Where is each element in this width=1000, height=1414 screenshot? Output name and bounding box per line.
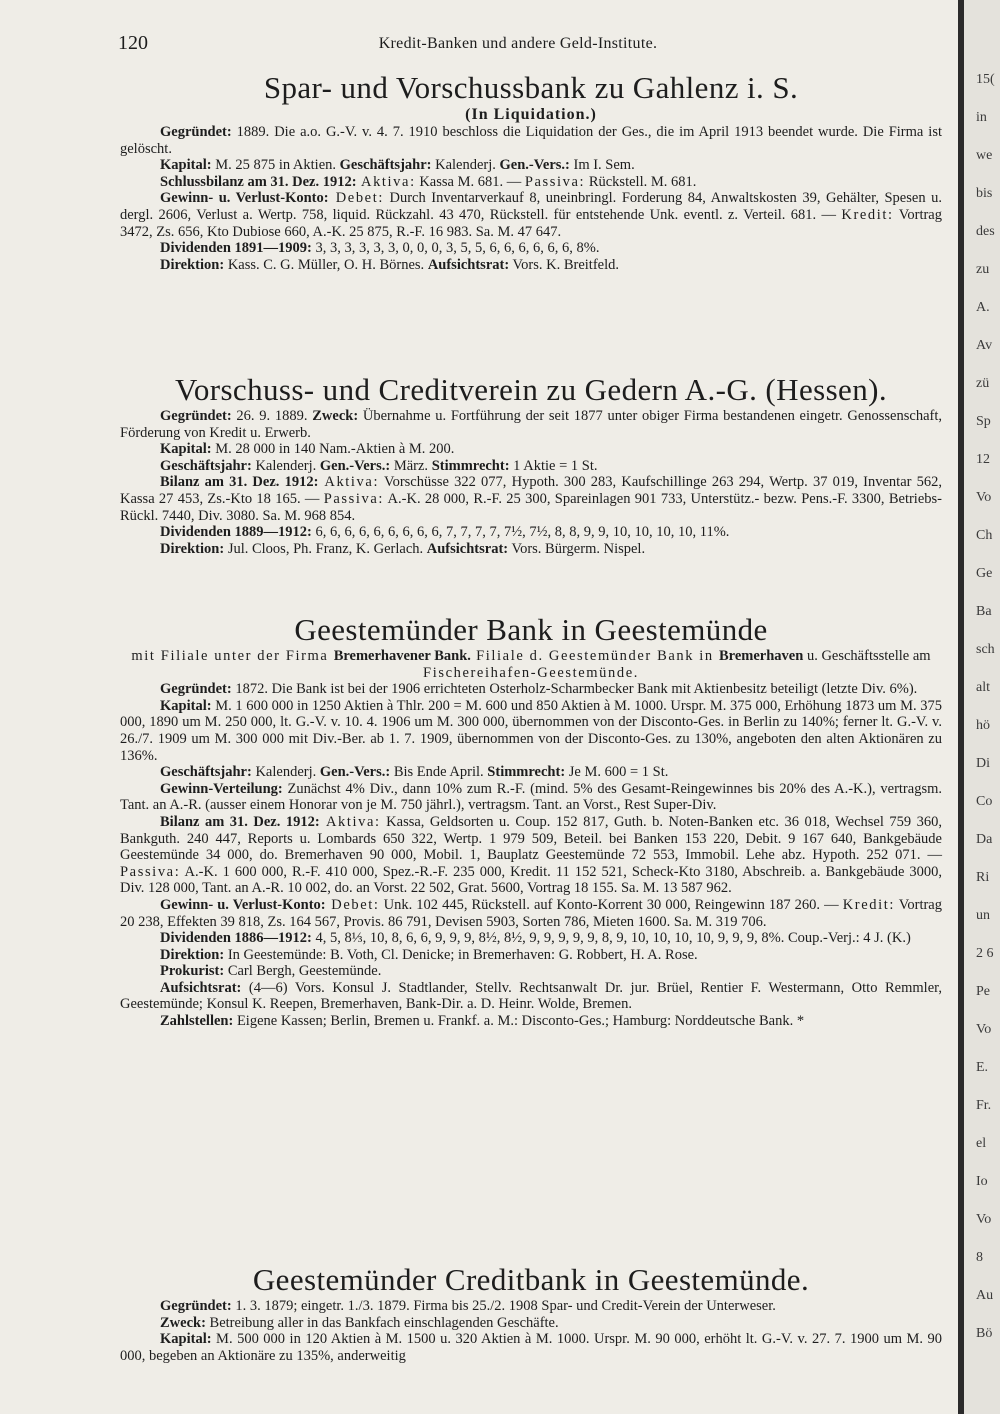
field-text: Passiva: [524,173,586,190]
field-label: Gegründet: [160,1298,232,1314]
field-text: Kassa, Geldsorten u. Coup. 152 817, Guth. b. Noten-Banken etc. 36 018, Wechsel 759 360, Bankguth. 240 447, Reports u. Lombards 650 322, Wertp. 1 979 509, Beteil. bei Banken 153 220, Debit. 9 167 640, Bankgebäude Geestemünde 34 000, do. Bremerhaven 90 000, Mobil. 1, Bauplatz Geestemünde 72 553, Immobil. Lehe abz. Hypoth. 252 071. — [120,813,942,864]
field-label: Gegründet: [160,681,232,698]
edge-fragment: Au [976,1288,994,1303]
field-label: Zweck: [312,408,359,424]
field-text: Debet: [325,896,380,913]
field-label: Bilanz am 31. Dez. 1912: [160,474,319,491]
field-text: Passiva: [323,490,385,507]
edge-fragment: Sp [976,414,991,429]
field-label: Direktion: [160,946,225,963]
field-text: (4—6) Vors. Konsul J. Stadtlander, Stellv. Rechtsanwalt Dr. jur. Brüel, Rentier F. Westermann, Otto Remmler, Geestemünde; Konsul K. Reepen, Bremerhaven, Bank-Dir. a. D. Heinr. Wolde, Bremen. [120,979,942,1013]
field-text: Eigene Kassen; Berlin, Bremen u. Frankf. a. M.: Disconto-Ges.; Hamburg: Norddeutsche Bank. * [233,1013,805,1030]
edge-fragment: Fr. [976,1098,992,1113]
entry-row [120,257,942,274]
field-label: Stimmrecht: [431,457,510,474]
field-text: Carl Bergh, Geestemünde. [224,963,382,980]
edge-fragment: we [976,148,993,163]
entry-title: Geestemünder Creditbank in Geestemünde. [252,1262,810,1297]
edge-fragment: Bö [976,1326,993,1341]
field-label: Kapital: [160,441,212,458]
field-label: Gewinn- u. Verlust-Konto: [160,896,326,913]
field-label: Zahlstellen: [160,1013,234,1030]
field-label: Gen.-Vers.: [499,157,570,174]
field-label: Geschäftsjahr: [339,157,432,174]
edge-fragment: Di [976,756,990,771]
field-text: u. Geschäftsstelle am [803,648,931,664]
field-text: Kass. C. G. Müller, O. H. Börnes. [224,256,428,273]
entry-row [120,681,942,698]
entry-row [120,1298,942,1315]
entry-row [120,240,942,257]
entry-row [120,408,942,441]
field-label: Gegründet: [160,408,232,424]
entry-title: Vorschuss- und Creditverein zu Gedern A.-G. (Hessen). [175,372,887,407]
field-label: Bilanz am 31. Dez. 1912: [160,813,320,830]
field-label: Gewinn- u. Verlust-Konto: [160,190,329,207]
field-text: Rückstell. M. 681. [585,173,697,190]
edge-fragment: Da [976,832,993,847]
field-label: Dividenden 1886—1912: [160,930,312,947]
field-label: Direktion: [160,540,225,557]
field-label: Kapital: [160,157,212,174]
field-text: Kassa M. 681. — [415,173,525,190]
entry-row [120,764,942,781]
field-label: Dividenden 1891—1909: [160,240,312,257]
edge-fragment: 12 [976,452,990,467]
field-label: Aufsichtsrat: [427,256,510,273]
running-title: Kredit-Banken und andere Geld-Institute. [378,35,658,52]
entry-2 [120,372,942,557]
entry-row [120,698,942,764]
adjacent-page-edge [964,0,1000,1414]
entry-row [120,174,942,191]
field-text: M. 28 000 in 140 Nam.-Aktien à M. 200. [211,441,455,458]
entry-row [120,814,942,897]
entry-row [120,1013,942,1030]
entry-row [120,1331,942,1364]
edge-fragment: bis [976,186,993,201]
entry-subtitle: (In Liquidation.) [465,106,597,123]
edge-fragment: hö [976,718,990,733]
field-label: Dividenden 1889—1912: [160,524,312,541]
field-text: Aktiva: [318,474,380,491]
field-text: Fischereihafen-Geestemünde. [423,664,639,681]
field-text: Debet: [328,190,384,207]
field-text: 4, 5, 8⅓, 10, 8, 6, 6, 9, 9, 9, 8½, 8½, 9, 9, 9, 9, 9, 8, 9, 10, 10, 10, 10, 9, 9, 9, 8%. Coup.-Verj.: 4 J. (K.) [311,930,911,947]
entry-row [120,474,942,524]
field-text: Vors. Bürgerm. Nispel. [508,540,646,557]
edge-fragment: des [976,224,995,239]
field-text: März. [390,457,432,474]
edge-fragment: 2 6 [976,946,994,961]
field-label: Stimmrecht: [487,764,566,781]
edge-fragment: zu [976,262,990,277]
field-label: Geschäftsjahr: [160,764,252,781]
entry-title: Geestemünder Bank in Geestemünde [294,612,768,647]
field-text: M. 25 875 in Aktien. [211,157,340,174]
field-text: Kalenderj. [431,157,500,174]
field-text: 3, 3, 3, 3, 3, 3, 0, 0, 0, 3, 5, 5, 6, 6, 6, 6, 6, 6, 8%. [311,240,600,257]
page-header [118,32,918,56]
edge-fragment: 15( [976,72,995,87]
field-text: 26. 9. 1889. [231,408,313,424]
field-text: Je M. 600 = 1 St. [565,764,669,781]
entry-row [120,963,942,980]
field-label: Kapital: [160,697,212,714]
field-text: Bis Ende April. [390,764,488,781]
field-text: Kalenderj. [251,457,320,474]
entry-row [120,980,942,1013]
field-text: 1872. Die Bank ist bei der 1906 errichteten Osterholz-Scharmbecker Bank mit Aktienbesitz beteiligt (letzte Div. 6%). [231,681,918,698]
edge-fragment: 8 [976,1250,983,1265]
field-label: Kapital: [160,1331,212,1348]
entry-row [120,124,942,157]
entry-row [120,157,942,174]
edge-fragment: Ri [976,870,990,885]
field-label: Aufsichtsrat: [160,979,242,996]
field-label: Prokurist: [160,963,225,980]
edge-fragment: in [976,110,987,125]
edge-fragment: alt [976,680,990,695]
field-text: mit Filiale unter der Firma [131,648,334,664]
field-text: M. 500 000 in 120 Aktien à M. 1500 u. 320 Aktien à M. 1000. Urspr. M. 90 000, erhöht lt. G.-V. v. 27. 7. 1900 um M. 90 000, begeben an Aktionäre zu 135%, anderweitig [120,1331,942,1364]
edge-fragment: sch [976,642,995,657]
field-text: Aktiva: [319,813,381,830]
edge-fragment: A. [976,300,990,315]
edge-fragment: E. [976,1060,989,1075]
field-text: Passiva: [120,863,181,880]
edge-fragment: Io [976,1174,988,1189]
field-text: Vorschüsse 322 077, Hypoth. 300 283, Kaufschillinge 263 294, Wertp. 37 019, Inventar 562, Kassa 27 453, Zs.-Kto 18 165. — [120,474,942,507]
edge-fragment: zü [976,376,990,391]
field-text: Im I. Sem. [569,157,635,174]
entry-row [120,541,942,558]
field-label: Schlussbilanz am 31. Dez. 1912: [160,173,357,190]
entry-row [120,458,942,475]
field-text: Vortrag 3472, Zs. 656, Kto Dubiose 660, A.-K. 25 875, R.-F. 16 983. Sa. M. 47 647. [120,206,942,240]
field-label: Gen.-Vers.: [319,457,391,474]
entry-row [120,781,942,814]
edge-fragment: Co [976,794,993,809]
field-label: Gewinn-Verteilung: [160,780,283,797]
field-text: Durch Inventarverkauf 8, uneinbringl. Forderung 84, Anwaltskosten 39, Gehälter, Spesen u. dergl. 2606, Verlust a. Wertp. 758, liquid. Rückzahl. 43 470, Rückstell. für entstehende Unk. eventl. z. Verteil. 681. — [120,190,942,223]
entry-4 [120,1262,942,1364]
field-text: Übernahme u. Fortführung der seit 1877 unter obiger Firma bestandenen eingetr. Genossenschaft, Förderung von Kredit u. Erwerb. [120,408,942,441]
entry-row [120,947,942,964]
field-text: Kredit: [842,896,895,913]
field-text: Vortrag 20 238, Effekten 39 818, Zs. 164 567, Provis. 86 791, Devisen 5903, Sorten 786, Mieten 1600. Sa. M. 319 706. [120,896,942,930]
field-text: Kalenderj. [251,764,320,781]
field-label: Direktion: [160,256,225,273]
field-label: Aufsichtsrat: [426,540,509,557]
field-text: Vors. K. Breitfeld. [509,256,619,273]
field-text: A.-K. 28 000, R.-F. 25 300, Spareinlagen 901 733, Unterstütz.- bezw. Pens.-F. 3300, Betriebs-Rückl. 7440, Div. 3080. Sa. M. 968 854. [120,490,942,524]
field-text: Unk. 102 445, Rückstell. auf Konto-Korrent 30 000, Reingewinn 187 260. — [379,896,843,913]
edge-fragment: el [976,1136,987,1151]
entry-1 [120,70,942,273]
edge-fragment: Vo [976,1022,992,1037]
field-text: M. 1 600 000 in 1250 Aktien à Thlr. 200 = M. 600 und 850 Aktien à M. 1000. Urspr. M. 375 000, Erhöhung 1873 um M. 375 000, 1890 um M. 250 000, lt. G.-V. v. 10. 4. 1906 um M. 300 000, übernommen von der Disconto-Ges. in Berlin zu 140%; ferner lt. G.-V. v. 26./7. 1909 um M. 300 000 mit Div.-Ber. ab 1. 7. 1909, übernommen von der Disconto-Ges. zu 130%, angeboten den alten Aktionären zu 136%. [120,697,942,764]
edge-fragment: Ch [976,528,993,543]
edge-fragment: Av [976,338,993,353]
field-label: Gegründet: [160,124,232,140]
entry-lead [120,648,942,681]
entry-row [120,190,942,240]
field-label: Bremerhavener Bank. [333,648,471,664]
edge-fragment: Vo [976,490,992,505]
field-text: Kredit: [841,206,894,223]
field-label: Zweck: [160,1314,206,1331]
edge-fragment: Ge [976,566,993,581]
field-label: Bremerhaven [719,648,804,664]
edge-fragment: un [976,908,990,923]
field-text: Zunächst 4% Div., dann 10% zum R.-F. (mind. 5% des Gesamt-Reingewinnes bis 20% des A.-K.), vertragsm. Tant. an A.-R. (ausser einem Honorar von je M. 750 jährl.), vertragsm. Tant. an Vorst., Rest Super-Div. [120,780,942,814]
field-text: Betreibung aller in das Bankfach einschlagenden Geschäfte. [205,1314,559,1331]
field-label: Gen.-Vers.: [319,764,391,781]
entry-row [120,441,942,458]
field-text: 1889. Die a.o. G.-V. v. 4. 7. 1910 beschloss die Liquidation der Ges., die im April 1913 beendet wurde. Die Firma ist gelöscht. [120,124,942,157]
entry-row [120,897,942,930]
edge-fragment: Pe [976,984,990,999]
entry-3 [120,612,942,1030]
entry-row [120,930,942,947]
entry-title: Spar- und Vorschussbank zu Gahlenz i. S. [263,70,799,105]
edge-fragment: Ba [976,604,992,619]
field-text: Jul. Cloos, Ph. Franz, K. Gerlach. [224,540,427,557]
field-text: Filiale d. Geestemünder Bank in [470,648,720,664]
entry-row [120,1315,942,1332]
page-number: 120 [118,32,148,54]
field-text: 6, 6, 6, 6, 6, 6, 6, 6, 6, 7, 7, 7, 7, 7½, 7½, 8, 8, 9, 9, 10, 10, 10, 10, 11%. [311,524,730,541]
field-text: 1 Aktie = 1 St. [509,457,598,474]
entry-row [120,524,942,541]
field-text: 1. 3. 1879; eingetr. 1./3. 1879. Firma bis 25./2. 1908 Spar- und Credit-Verein der Unterweser. [231,1298,776,1314]
field-text: In Geestemünde: B. Voth, Cl. Denicke; in Bremerhaven: G. Robbert, H. A. Rose. [224,946,698,963]
field-text: A.-K. 1 600 000, R.-F. 410 000, Spez.-R.-F. 235 000, Kredit. 11 152 521, Scheck-Kto 3180, Abschreib. a. Bankgebäude 3000, Div. 128 000, Tant. an A.-R. 10 002, do. an Vorst. 22 502, Grat. 5600, Vortrag 18 155. Sa. M. 13 587 962. [120,863,942,897]
field-label: Geschäftsjahr: [160,457,252,474]
edge-fragment: Vo [976,1212,992,1227]
field-text: Aktiva: [356,173,416,190]
